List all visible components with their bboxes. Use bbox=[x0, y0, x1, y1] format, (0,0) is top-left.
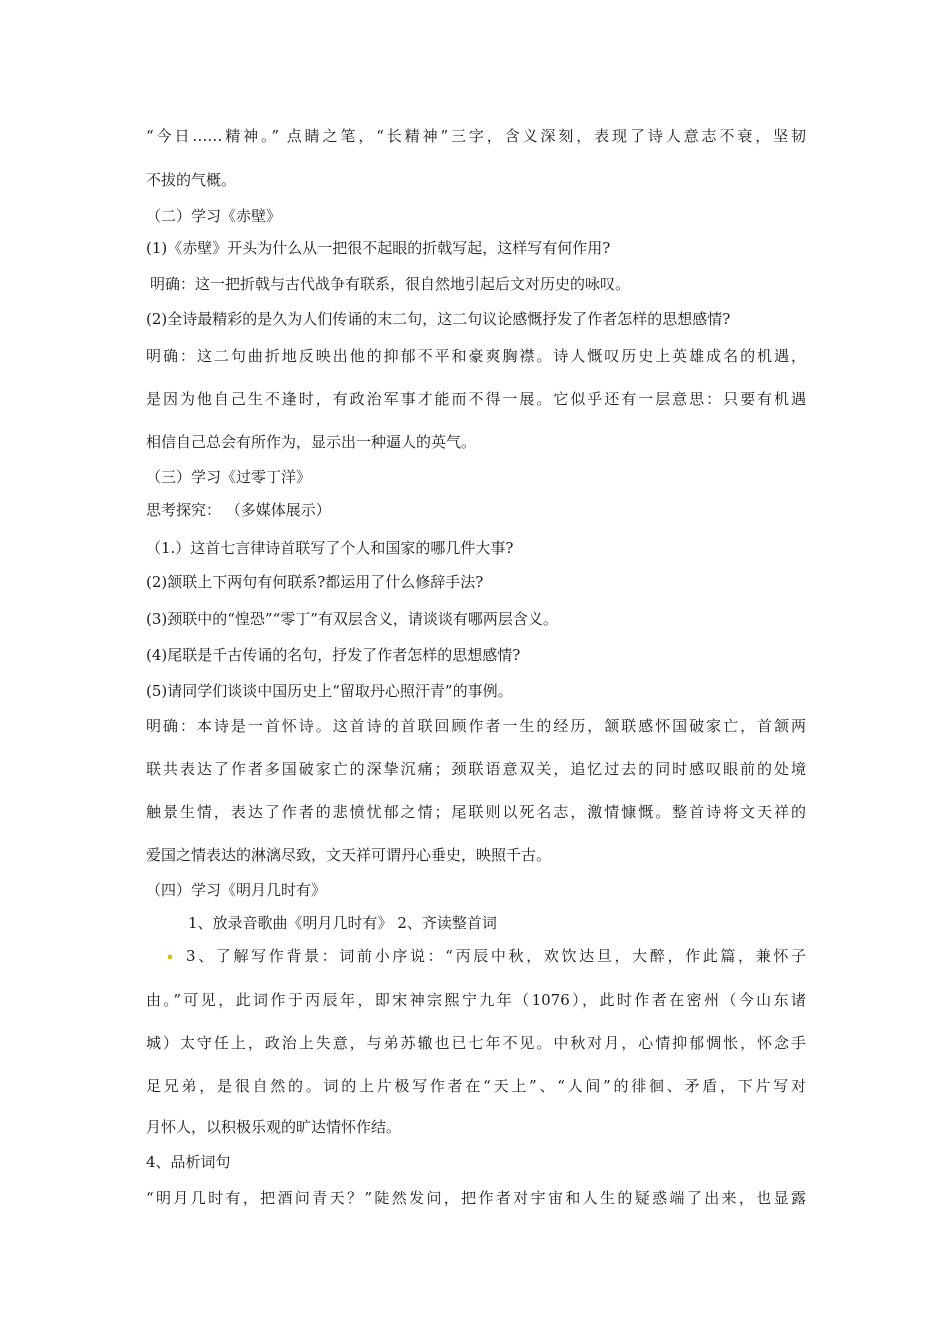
paragraph-line: 城）太守任上，政治上失意，与弟苏辙也已七年不见。中秋对月，心情抑郁惆怅，怀念手 bbox=[146, 1034, 806, 1052]
question-line: (2)颔联上下两句有何联系?都运用了什么修辞手法? bbox=[146, 573, 484, 591]
question-line: (4)尾联是千古传诵的名句，抒发了作者怎样的思想感情? bbox=[146, 646, 521, 664]
answer-line: 是因为他自己生不逢时，有政治军事才能而不得一展。它似乎还有一层意思：只要有机遇 bbox=[146, 390, 806, 408]
section-heading: （二）学习《赤壁》 bbox=[146, 207, 282, 225]
answer-line: 相信自己总会有所作为，显示出一种逼人的英气。 bbox=[146, 433, 477, 451]
answer-line: 明确：这一把折戟与古代战争有联系，很自然地引起后文对历史的咏叹。 bbox=[150, 275, 631, 293]
answer-line: 爱国之情表达的淋漓尽致，文天祥可谓丹心垂史，映照千古。 bbox=[146, 846, 552, 864]
question-line: (1)《赤壁》开头为什么从一把很不起眼的折戟写起，这样写有何作用? bbox=[146, 239, 611, 257]
question-line: （1.）这首七言律诗首联写了个人和国家的哪几件大事? bbox=[146, 539, 514, 557]
section-heading: （四）学习《明月几时有》 bbox=[146, 881, 327, 899]
answer-line: 触景生情，表达了作者的悲愤忧郁之情；尾联则以死名志，激情慷慨。整首诗将文天祥的 bbox=[146, 803, 806, 821]
paragraph-line: 月怀人，以积极乐观的旷达情怀作结。 bbox=[146, 1118, 402, 1136]
paragraph-line: 由。”可见，此词作于丙辰年，即宋神宗熙宁九年（1076），此时作者在密州（今山东诸 bbox=[146, 991, 806, 1009]
question-line: (3)颈联中的“惶恐”“零丁”有双层含义，请谈谈有哪两层含义。 bbox=[146, 610, 558, 628]
bullet-marker bbox=[168, 955, 172, 959]
step-line bbox=[0, 946, 950, 966]
paragraph-line: 足兄弟，是很自然的。词的上片极写作者在“天上”、“人间”的徘徊、矛盾，下片写对 bbox=[146, 1077, 806, 1095]
answer-line: 明确：这二句曲折地反映出他的抑郁不平和豪爽胸襟。诗人慨叹历史上英雄成名的机遇， bbox=[146, 347, 806, 365]
paragraph-line: “明月几时有，把酒问青天？”陡然发问，把作者对宇宙和人生的疑惑端了出来，也显露 bbox=[146, 1189, 806, 1207]
section-heading: （三）学习《过零丁洋》 bbox=[146, 468, 312, 486]
paragraph-line: 不拔的气概。 bbox=[146, 171, 237, 189]
step-line: 1、放录音歌曲《明月几时有》 2、齐读整首词 bbox=[188, 914, 497, 932]
paragraph-line: 思考探究： （多媒体展示） bbox=[146, 501, 331, 519]
answer-line: 联共表达了作者多国破家亡的深挚沉痛；颈联语意双关，追忆过去的同时感叹眼前的处境 bbox=[146, 760, 806, 778]
step-text: 3、了解写作背景：词前小序说：“丙辰中秋，欢饮达旦，大醉，作此篇，兼怀子 bbox=[186, 947, 806, 965]
step-line: 4、品析词句 bbox=[146, 1153, 231, 1171]
question-line: (2)全诗最精彩的是久为人们传诵的末二句，这二句议论感慨抒发了作者怎样的思想感情? bbox=[146, 310, 731, 328]
paragraph-line: “今日……精神。” 点睛之笔，“长精神”三字，含义深刻，表现了诗人意志不衰，坚韧 bbox=[146, 127, 806, 145]
answer-line: 明确：本诗是一首怀诗。这首诗的首联回顾作者一生的经历，颔联感怀国破家亡，首颔两 bbox=[146, 717, 806, 735]
question-line: (5)请同学们谈谈中国历史上“留取丹心照汗青”的事例。 bbox=[146, 682, 513, 700]
